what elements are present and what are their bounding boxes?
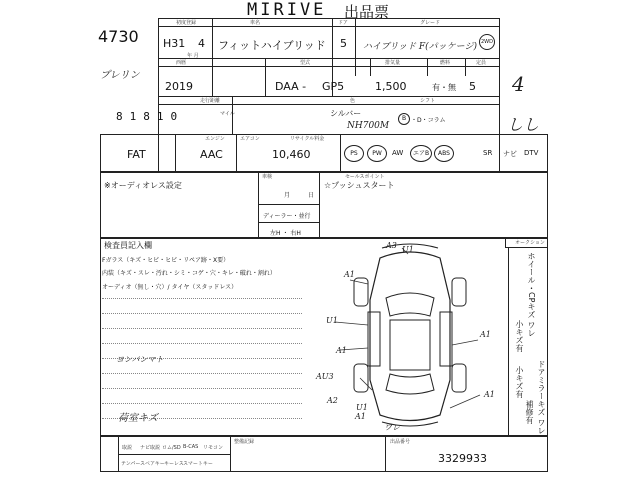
- grade-value: ハイブリッド F(パッケージ): [363, 42, 477, 52]
- inspection-memo-1: ヨンバンマト: [116, 355, 164, 364]
- side-note-minor-2: 小キズ有: [515, 366, 524, 398]
- year-value: 2019: [165, 80, 193, 93]
- seats-label: 定員: [476, 60, 487, 66]
- side-note-minor-1: 小キズ有: [515, 320, 524, 352]
- damage-mark-a2: A2: [327, 396, 338, 405]
- brand-title: MIRIVE: [247, 0, 327, 20]
- side-note-repair: 補修有: [525, 400, 534, 424]
- dealer-option: ディーラー・並行: [263, 213, 311, 220]
- footer-navi-manual: ナビ取説: [140, 445, 161, 451]
- footer-keyless: キーレス: [164, 461, 184, 467]
- inspection-line-1: Fガラス（キズ・ヒビ・ヒビ・リペア跡・X要）: [102, 257, 230, 264]
- inspection-line-2: 内装（キズ・スレ・汚れ・シミ・コゲ・穴・キレ・破れ・割れ）: [102, 270, 276, 277]
- recycle-value: 10,460: [272, 148, 311, 161]
- mileage-unit: マイル: [220, 111, 235, 117]
- damage-mark-u1-top: U1: [402, 245, 414, 254]
- score-value: 4: [512, 72, 525, 96]
- notes-left: ※オーディオレス設定: [104, 181, 182, 190]
- inspect-day: 日: [308, 192, 315, 199]
- equip-abs: ABS: [434, 145, 454, 162]
- mileage-value: 81810: [116, 110, 185, 123]
- equip-dtv: DTV: [524, 149, 539, 157]
- mileage-label: 走行距離: [200, 98, 221, 104]
- doors-value: 5: [340, 37, 347, 50]
- color-label: 色: [350, 98, 356, 104]
- footer-remote: リモコン: [203, 445, 224, 451]
- footer-manual: 取説: [122, 445, 133, 451]
- footer-smart-key: スマートキー: [183, 461, 213, 467]
- damage-mark-a1-right: A1: [480, 330, 491, 339]
- equip-airbag: エアB: [410, 145, 432, 162]
- grade-label: グレード: [420, 20, 441, 26]
- seats-value: 5: [469, 80, 476, 93]
- shift-label: シフト: [420, 98, 436, 104]
- color-code: NH700M: [347, 121, 390, 131]
- equip-navi: ナビ: [503, 150, 517, 158]
- equip-pw: PW: [367, 145, 387, 162]
- inspect-month: 月: [284, 192, 291, 199]
- car-name-value: フィットハイブリッド: [218, 39, 326, 52]
- recycle-label: リサイクル料金: [290, 136, 325, 142]
- model-label: 型式: [300, 60, 311, 66]
- auction-label: オークション: [515, 240, 545, 246]
- month-value: 4: [198, 37, 205, 50]
- fuel-options: 有・無: [432, 83, 456, 92]
- sales-point-label: セールスポイント: [345, 174, 385, 180]
- damage-mark-a3: A3: [386, 241, 397, 250]
- damage-mark-a1-left: A1: [344, 270, 355, 279]
- damage-mark-crack: ワレ: [384, 423, 400, 432]
- handle-option: 左H ・ 右H: [270, 230, 301, 237]
- title-suffix: 出品票: [344, 3, 390, 21]
- wd-badge: 2WD: [479, 34, 495, 50]
- inspection-title: 検査員記入欄: [104, 241, 152, 250]
- footer-spare-key: スペアキー: [140, 461, 165, 467]
- inspect-label: 車検: [262, 174, 273, 180]
- era-value: H31: [163, 37, 186, 50]
- shift-value: ・D・コラム: [411, 117, 446, 124]
- aircon-value: AAC: [200, 148, 223, 161]
- grade-mark: しし: [507, 115, 540, 134]
- equip-sr: SR: [483, 149, 493, 157]
- damage-mark-a1-rear-right: A1: [484, 390, 495, 399]
- shift-circle: B: [398, 113, 410, 125]
- damage-mark-a1-rear: A1: [355, 412, 366, 421]
- carname-label: 車名: [250, 20, 261, 26]
- damage-mark-au3: AU3: [316, 372, 334, 381]
- footer-bcas: B-CAS: [183, 444, 199, 450]
- footer-stock-label: 出品番号: [390, 439, 411, 445]
- engine-label: エンジン: [205, 136, 225, 142]
- model-prefix: DAA -: [275, 80, 307, 93]
- lot-number: 4730: [98, 27, 139, 46]
- ym-caption: 年 月: [187, 53, 199, 59]
- equip-ps: PS: [344, 145, 364, 162]
- engine-value: FAT: [127, 148, 146, 161]
- damage-mark-u1-left: U1: [326, 316, 338, 325]
- era-label: 初度登録: [176, 20, 197, 26]
- equip-aw: AW: [392, 149, 404, 157]
- displacement-label: 排気量: [385, 60, 401, 66]
- side-note-mirror: ドアミラーキズ ワレ: [537, 360, 546, 435]
- inspection-line-3: オーディオ（無し・穴）/ タイヤ（スタッドレス）: [102, 284, 238, 291]
- model-value: GP5: [322, 80, 345, 93]
- maker-note: プレリン: [100, 70, 140, 81]
- damage-mark-u1-rear: U1: [356, 403, 368, 412]
- damage-mark-a1-mid: A1: [336, 346, 347, 355]
- footer-tempa: テンパー: [121, 461, 141, 467]
- notes-right: ☆プッシュスタート: [324, 181, 395, 190]
- stock-number: 3329933: [438, 452, 487, 465]
- color-value: シルバー: [330, 109, 362, 118]
- footer-rom-sd: ロム/SD: [162, 445, 181, 451]
- aircon-label: エアコン: [240, 136, 260, 142]
- displacement-value: 1,500: [375, 80, 407, 93]
- fuel-label: 燃料: [440, 60, 451, 66]
- year-label: 西暦: [176, 60, 187, 66]
- side-note-wheel: ホイール・CPキズ ワレ: [527, 252, 536, 337]
- footer-memo-label: 整備記録: [234, 439, 255, 445]
- inspection-memo-2: 荷室キズ: [118, 413, 158, 424]
- doors-label: ドア: [338, 20, 348, 26]
